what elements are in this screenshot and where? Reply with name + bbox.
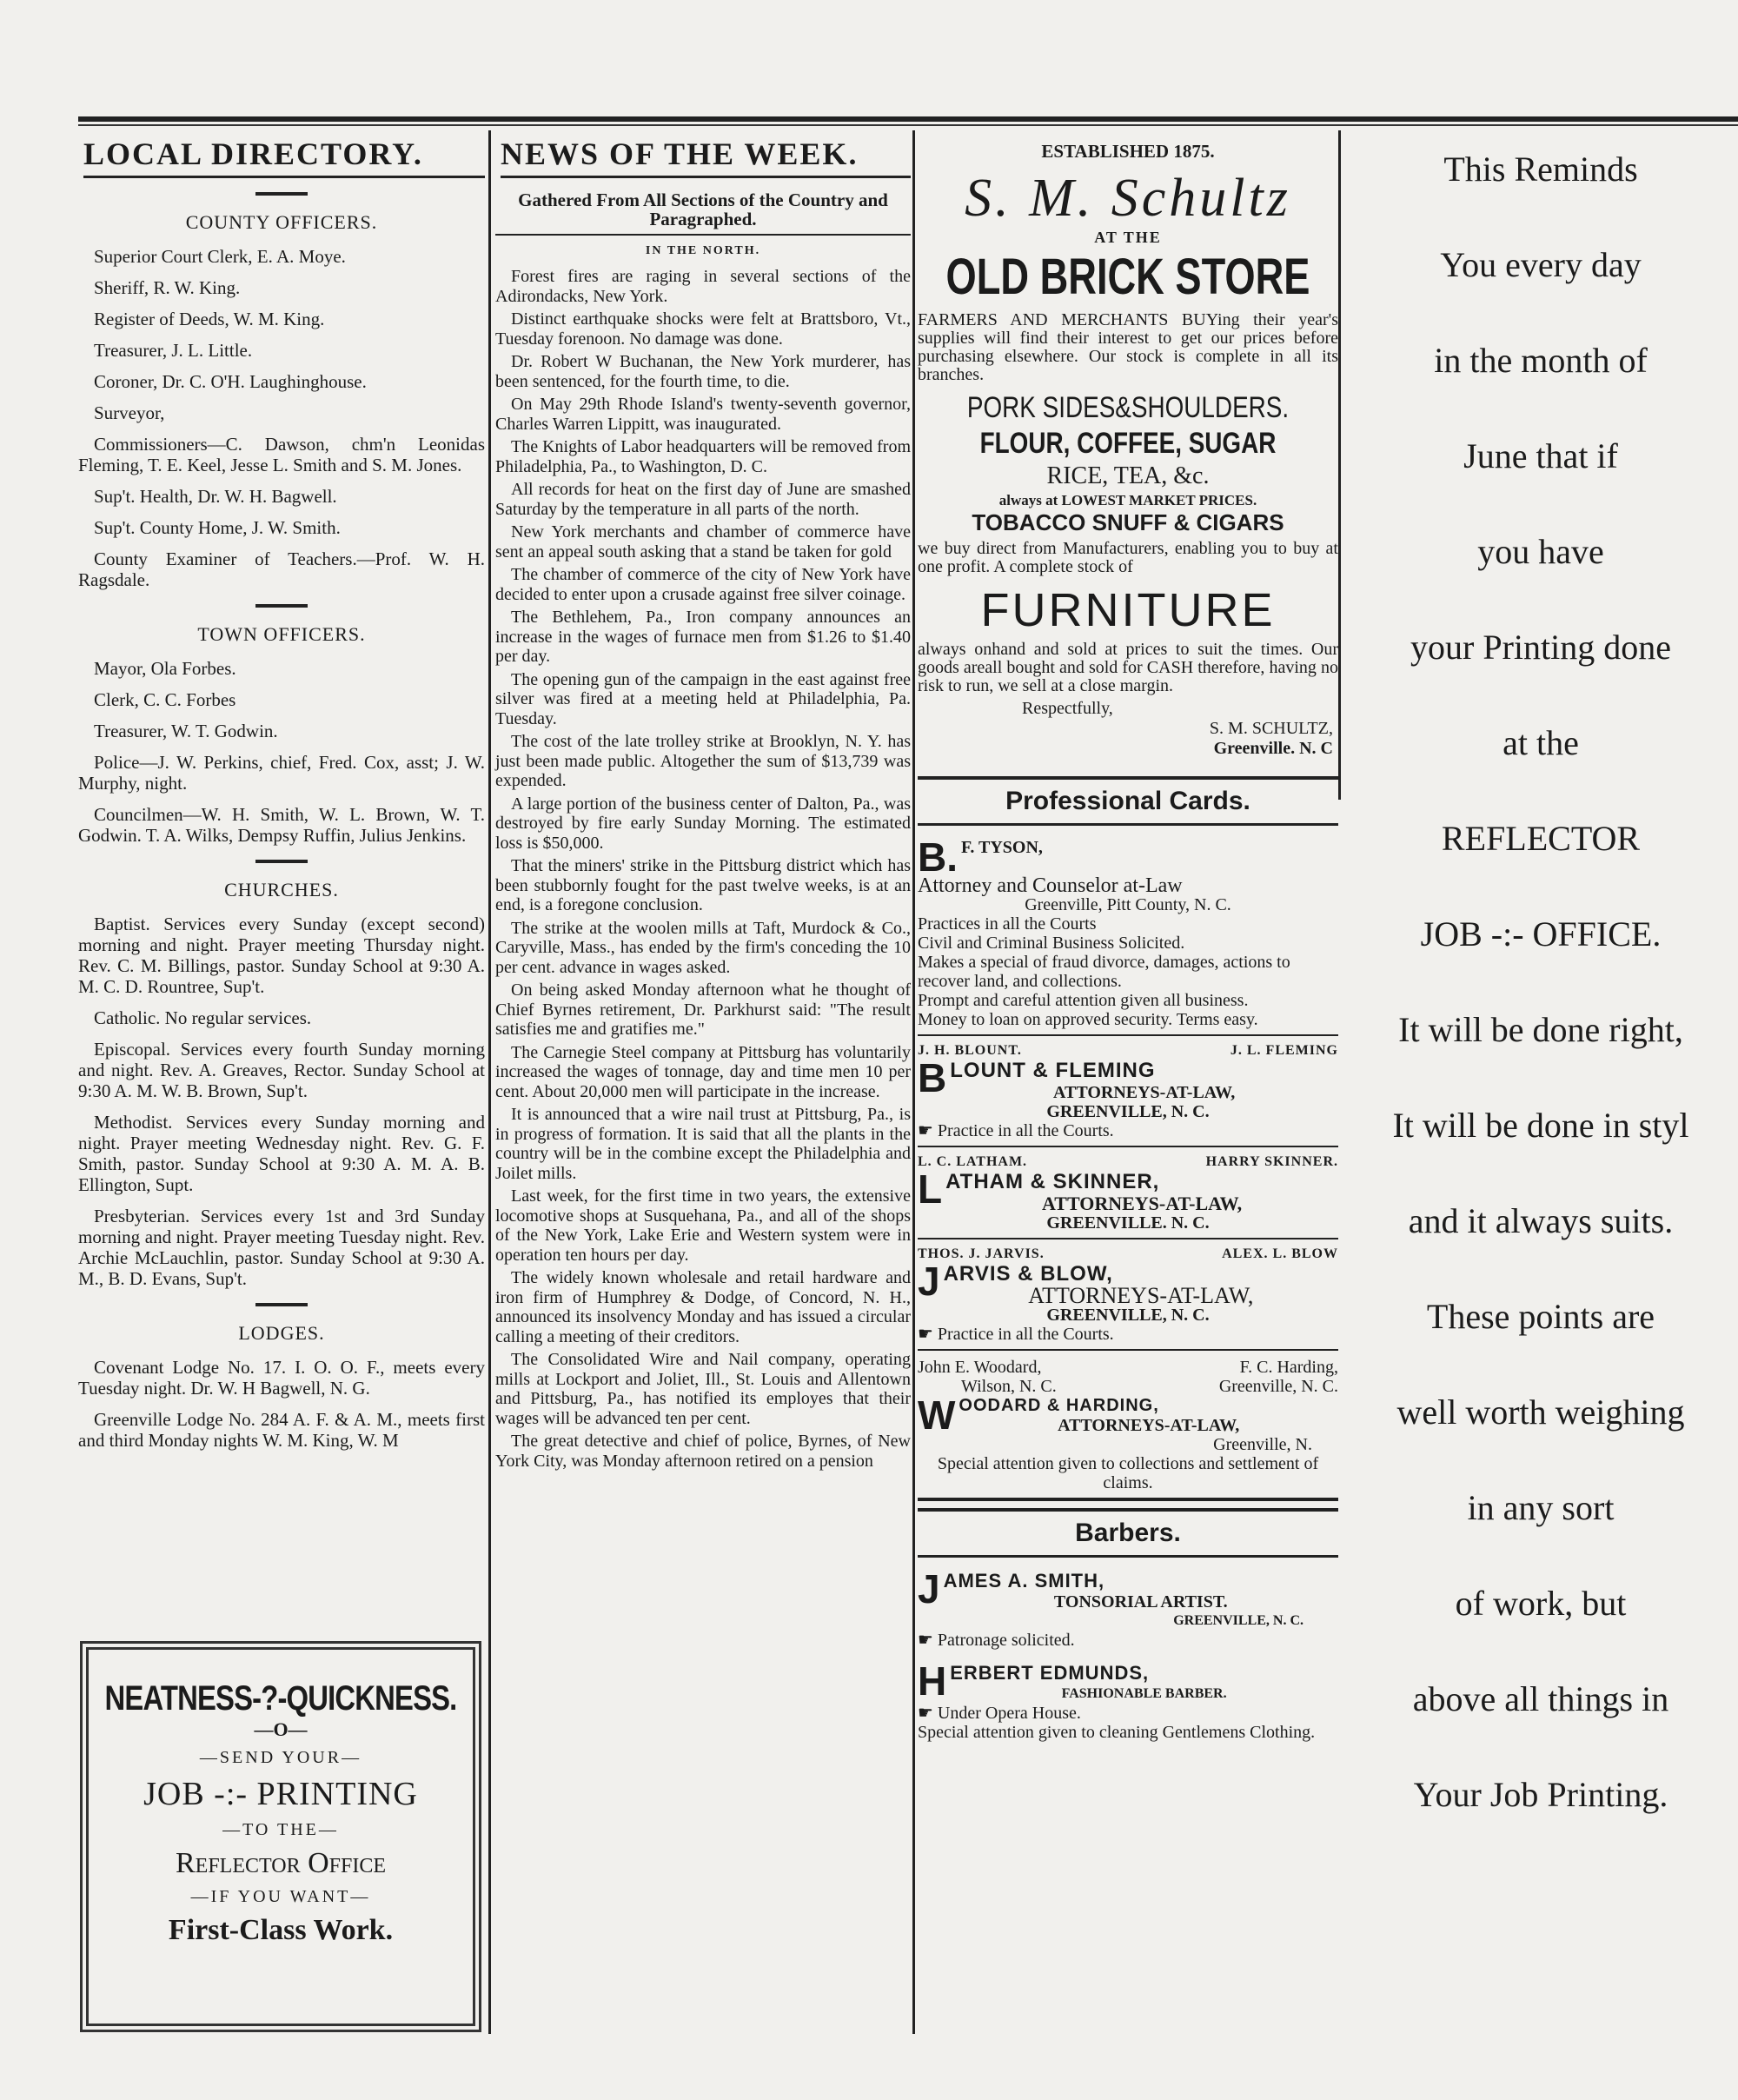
tyson-details <box>918 914 1338 1029</box>
lodges-list <box>78 1357 485 1451</box>
county-officer-entry: Commissioners—C. Dawson, chm'n Leonidas Fleming, T. E. Keel, Jesse L. Smith and S. M. Jones. <box>78 434 485 475</box>
harding-city: Greenville, N. C. <box>1218 1377 1338 1396</box>
column-divider <box>912 130 915 2034</box>
reminds-line: above all things in <box>1412 1679 1669 1718</box>
news-items <box>495 267 911 1471</box>
fleming-name: J. L. FLEMING <box>1230 1043 1338 1058</box>
reminds-line: in any sort <box>1467 1488 1615 1527</box>
tyson-initial: B. <box>918 834 958 880</box>
ls-firm: ATHAM & SKINNER, <box>945 1170 1160 1193</box>
reminds-column <box>1343 122 1738 1843</box>
schultz-respectfully: Respectfully, <box>1022 699 1113 718</box>
schultz-tobacco: TOBACCO SNUFF & CIGARS <box>972 509 1284 535</box>
news-item: The cost of the late trolley strike at Brooklyn, N. Y. has just been made public. Altogether the sum of $13,739 was expended. <box>495 732 911 790</box>
town-officer-entry: Clerk, C. C. Forbes <box>94 689 236 710</box>
news-item: The Consolidated Wire and Nail company, operating mills at Lockport and Joliet, Ill., St. Louis and Allentown and Pittsburg, Pa., has notified its employes that their wages will be advanced ten per cent. <box>495 1350 911 1428</box>
schultz-intro: FARMERS AND MERCHANTS BUYing their year's supplies will find their interest to get our prices before purchasing elsewhere. Our stock is complete in all its branches. <box>918 310 1338 384</box>
news-item: A large portion of the business center of Dalton, Pa., was destroyed by fire early Sunday Morning. The estimated loss is $50,000. <box>495 794 911 853</box>
wh-note: Special attention given to collections and settlement of claims. <box>937 1454 1319 1492</box>
churches-list <box>78 914 485 1289</box>
column-divider <box>488 130 491 2034</box>
he-name: ERBERT EDMUNDS, <box>950 1662 1150 1684</box>
jb-title: ATTORNEYS-AT-LAW, <box>1028 1283 1254 1308</box>
ad-job-printing: JOB -:- PRINTING <box>143 1776 418 1812</box>
news-item: The chamber of commerce of the city of New York have decided to enter upon a crusade against free silver coinage. <box>495 565 911 604</box>
reminds-line: JOB -:- OFFICE. <box>1420 914 1662 954</box>
county-officer-entry: Sup't. County Home, J. W. Smith. <box>94 517 341 538</box>
woodard-city: Wilson, N. C. <box>961 1377 1057 1396</box>
county-officer-entry: Sup't. Health, Dr. W. H. Bagwell. <box>94 486 337 507</box>
he-note: ☛ Under Opera House. <box>918 1704 1081 1723</box>
wh-title: ATTORNEYS-AT-LAW, <box>1058 1416 1240 1435</box>
county-officers-heading: COUNTY OFFICERS. <box>185 211 378 233</box>
wh-firm: OODARD & HARDING, <box>959 1396 1159 1415</box>
ad-to: —TO THE— <box>222 1820 339 1839</box>
js-initial: J <box>918 1566 940 1612</box>
reminds-line: It will be done right, <box>1398 1010 1683 1049</box>
schultz-at-the: AT THE <box>1094 229 1162 246</box>
ad-reflector-office: Reflector Office <box>176 1847 386 1879</box>
reminds-line: You every day <box>1440 245 1642 284</box>
schultz-rice: RICE, TEA, &c. <box>1046 462 1210 489</box>
news-section: IN THE NORTH. <box>645 244 761 257</box>
lodge-entry: Covenant Lodge No. 17. I. O. O. F., meets every Tuesday night. Dr. W. H Bagwell, N. G. <box>78 1357 485 1399</box>
lodge-entry: Greenville Lodge No. 284 A. F. & A. M., meets first and third Monday nights W. M. King, W. M <box>78 1409 485 1451</box>
church-entry: Baptist. Services every Sunday (except second) morning and night. Prayer meeting Thursday night. Rev. C. M. Billings, pastor. Sunday School at 9:30 A. M. C. D. Rountree, Sup't. <box>78 914 485 997</box>
reminds-line: of work, but <box>1455 1584 1627 1623</box>
church-entry: Catholic. No regular services. <box>94 1007 312 1028</box>
reminds-line: These points are <box>1426 1297 1655 1336</box>
schultz-direct: we buy direct from Manufacturers, enabling you to buy at one profit. A complete stock of <box>918 539 1338 576</box>
schultz-pork: PORK SIDES&SHOULDERS. <box>966 391 1290 424</box>
local-directory-title: LOCAL DIRECTORY. <box>83 136 485 178</box>
schultz-signature: S. M. SCHULTZ, <box>1209 719 1333 738</box>
tyson-detail: Prompt and careful attention given all business. <box>918 991 1249 1010</box>
jb-firm: ARVIS & BLOW, <box>943 1262 1113 1286</box>
town-officer-entry: Police—J. W. Perkins, chief, Fred. Cox, asst; J. W. Murphy, night. <box>78 752 485 794</box>
reminds-line: you have <box>1477 532 1604 571</box>
professional-cards-heading: Professional Cards. <box>918 776 1338 826</box>
he-initial: H <box>918 1658 947 1704</box>
jarvis-blow-card <box>918 1246 1338 1351</box>
woodard-harding-card <box>918 1358 1338 1501</box>
bf-initial: B <box>918 1055 947 1100</box>
wh-initial: W <box>918 1392 956 1438</box>
schultz-flour: FLOUR, COFFEE, SUGAR <box>979 427 1277 460</box>
reminds-line: well worth weighing <box>1396 1392 1685 1432</box>
news-item: The Carnegie Steel company at Pittsburg has voluntarily increased the wages of tonnage, day and time men 10 per cent. About 20,000 men will participate in the increase. <box>495 1042 911 1101</box>
ls-initial: L <box>918 1166 943 1212</box>
schultz-name: S. M. Schultz <box>965 169 1291 228</box>
latham-skinner-card <box>918 1154 1338 1239</box>
reminds-line: your Printing done <box>1410 628 1671 667</box>
county-officer-entry: Superior Court Clerk, E. A. Moye. <box>94 246 346 267</box>
church-entry: Methodist. Services every Sunday morning and night. Prayer meeting Wednesday night. Rev. G. F. Smith, pastor. Sunday School at 9:30 A. M. A. B. Ellington, Supt. <box>78 1112 485 1195</box>
jb-initial: J <box>918 1259 940 1304</box>
news-item: The great detective and chief of police, Byrnes, of New York City, was Monday afternoon retired on a pension <box>495 1432 911 1471</box>
county-officers-list <box>78 246 485 590</box>
js-note: ☛ Patronage solicited. <box>918 1631 1075 1650</box>
church-entry: Presbyterian. Services every 1st and 3rd Sunday morning and night. Prayer meeting Tuesday night. Rev. Archie McLauchlin, pastor. Sunday School at 9:30 A. M., B. D. Evans, Sup't. <box>78 1206 485 1289</box>
bf-place: GREENVILLE, N. C. <box>1046 1102 1210 1121</box>
news-column <box>495 130 911 1474</box>
bf-firm: LOUNT & FLEMING <box>950 1059 1156 1082</box>
news-subtitle: Gathered From All Sections of the Country and Paragraphed. <box>495 190 911 236</box>
divider <box>255 192 308 196</box>
neatness-quickness-ad <box>80 1641 481 2032</box>
divider <box>255 604 308 608</box>
reminds-line: June that if <box>1463 436 1618 475</box>
js-name: AMES A. SMITH, <box>943 1570 1105 1592</box>
wh-place: Greenville, N. <box>1213 1435 1312 1454</box>
jb-place: GREENVILLE, N. C. <box>1046 1306 1210 1325</box>
ad-send: —SEND YOUR— <box>199 1748 362 1767</box>
town-officer-entry: Mayor, Ola Forbes. <box>94 658 236 679</box>
reminds-line: Your Job Printing. <box>1413 1775 1668 1814</box>
schultz-store: OLD BRICK STORE <box>945 249 1310 305</box>
jb-practice: ☛ Practice in all the Courts. <box>918 1325 1114 1344</box>
churches-heading: CHURCHES. <box>224 879 339 900</box>
tyson-name: F. TYSON, <box>961 838 1043 857</box>
local-directory-column <box>78 130 485 1461</box>
town-officers-heading: TOWN OFFICERS. <box>197 623 366 645</box>
ls-place: GREENVILLE. N. C. <box>1046 1213 1210 1233</box>
county-officer-entry: Register of Deeds, W. M. King. <box>94 309 325 329</box>
jarvis-name: THOS. J. JARVIS. <box>918 1246 1045 1261</box>
news-item: The opening gun of the campaign in the east against free silver was fired at a meeting held at Philadelphia, Pa. Tuesday. <box>495 669 911 728</box>
bf-title: ATTORNEYS-AT-LAW, <box>1053 1083 1236 1102</box>
reminds-line: and it always suits. <box>1408 1201 1674 1240</box>
ad-title: NEATNESS-?-QUICKNESS. <box>104 1679 457 1718</box>
county-officer-entry: Sheriff, R. W. King. <box>94 277 241 298</box>
county-officer-entry: County Examiner of Teachers.—Prof. W. H. Ragsdale. <box>78 548 485 590</box>
js-place: GREENVILLE, N. C. <box>1173 1613 1304 1628</box>
james-smith-card <box>918 1566 1338 1655</box>
tyson-detail: Makes a special of fraud divorce, damages, actions to recover land, and collections. <box>918 953 1290 991</box>
county-officer-entry: Treasurer, J. L. Little. <box>94 340 253 361</box>
town-officer-entry: Treasurer, W. T. Godwin. <box>94 721 278 741</box>
divider <box>255 1303 308 1306</box>
news-item: The Bethlehem, Pa., Iron company announces an increase in the wages of furnace men from $1.26 to $1.40 per day. <box>495 608 911 666</box>
reminds-line: at the <box>1503 723 1579 762</box>
ad-if-you-want: —IF YOU WANT— <box>190 1887 371 1906</box>
he-title: FASHIONABLE BARBER. <box>1061 1686 1227 1701</box>
woodard-name: John E. Woodard, <box>918 1358 1042 1377</box>
js-title: TONSORIAL ARTIST. <box>1053 1592 1228 1612</box>
divider <box>255 860 308 863</box>
news-item: Last week, for the first time in two years, the extensive locomotive shops at Susquehana, Pa., and all of the shops of the New York, Lake Erie and Western system were in operation ten hours per day. <box>495 1186 911 1265</box>
reminds-line: It will be done in styl <box>1392 1106 1689 1145</box>
tyson-place: Greenville, Pitt County, N. C. <box>1025 895 1231 914</box>
ad-first-class: First-Class Work. <box>168 1914 394 1946</box>
news-item: Forest fires are raging in several sections of the Adirondacks, New York. <box>495 267 911 306</box>
tyson-detail: Money to loan on approved security. Terms easy. <box>918 1010 1258 1029</box>
schultz-established: ESTABLISHED 1875. <box>1041 141 1215 162</box>
news-item: On being asked Monday afternoon what he thought of Chief Byrnes retirement, Dr. Parkhurst said: "The result satisfies me and gratifies me." <box>495 980 911 1039</box>
church-entry: Episcopal. Services every fourth Sunday morning and night. Rev. A. Greaves, Rector. Sunday School at 9:30 A. M. W. B. Brown, Sup't. <box>78 1039 485 1101</box>
reminds-line: in the month of <box>1434 341 1648 380</box>
ads-column <box>918 130 1338 1754</box>
schultz-furniture-text: always onhand and sold at prices to suit the times. Our goods areall bought and sold for CASH therefore, having no risk to run, we sell at a close margin. <box>918 640 1338 695</box>
he-note2: Special attention given to cleaning Gentlemens Clothing. <box>918 1723 1316 1742</box>
news-item: All records for heat on the first day of June are smashed Saturday by the temperature in all parts of the north. <box>495 480 911 519</box>
news-item: It is announced that a wire nail trust at Pittsburg, Pa., is in progress of formation. It is said that all the plants in the country will be in the combine except the Philadelphia and Joilet mills. <box>495 1105 911 1183</box>
tyson-title: Attorney and Counselor at-Law <box>918 874 1183 897</box>
blount-fleming-card <box>918 1043 1338 1147</box>
column-divider <box>1338 130 1341 800</box>
lodges-heading: LODGES. <box>238 1322 325 1344</box>
county-officer-entry: Surveyor, <box>94 402 165 423</box>
barbers-heading: Barbers. <box>918 1508 1338 1558</box>
schultz-low-prices: always at LOWEST MARKET PRICES. <box>998 492 1257 508</box>
news-item: Distinct earthquake shocks were felt at Brattsboro, Vt., Tuesday forenoon. No damage was done. <box>495 309 911 349</box>
schultz-place: Greenville. N. C <box>1213 739 1333 758</box>
reminds-line: REFLECTOR <box>1441 819 1641 858</box>
herbert-edmunds-card <box>918 1658 1338 1747</box>
town-officer-entry: Councilmen—W. H. Smith, W. L. Brown, W. T. Godwin. T. A. Wilks, Dempsy Ruffin, Julius Jenkins. <box>78 804 485 846</box>
news-item: The widely known wholesale and retail hardware and iron firm of Humphrey & Dodge, of Concord, N. H., announced its insolvency Monday and has issued a circular calling a meeting of their creditors. <box>495 1268 911 1346</box>
blount-name: J. H. BLOUNT. <box>918 1043 1022 1058</box>
news-item: That the miners' strike in the Pittsburg district which has been stubbornly fought for the past twelve weeks, is at an end, is a foregone conclusion. <box>495 856 911 914</box>
news-title: NEWS OF THE WEEK. <box>501 136 911 178</box>
bf-practice: ☛ Practice in all the Courts. <box>918 1121 1114 1140</box>
latham-name: L. C. LATHAM. <box>918 1154 1028 1169</box>
blow-name: ALEX. L. BLOW <box>1222 1246 1338 1261</box>
tyson-detail: Practices in all the Courts <box>918 914 1097 934</box>
ad-ornament: —O— <box>254 1718 308 1740</box>
county-officer-entry: Coroner, Dr. C. O'H. Laughinghouse. <box>94 371 367 392</box>
news-item: New York merchants and chamber of commerce have sent an appeal south asking that a stand be taken for gold <box>495 522 911 562</box>
tyson-detail: Civil and Criminal Business Solicited. <box>918 934 1185 953</box>
ls-title: ATTORNEYS-AT-LAW, <box>1042 1193 1243 1214</box>
news-item: The strike at the woolen mills at Taft, Murdock & Co., Caryville, Mass., has ended by the firm's conceding the 10 per cent. advance in wages asked. <box>495 918 911 977</box>
skinner-name: HARRY SKINNER. <box>1205 1154 1338 1169</box>
schultz-furniture: FURNITURE <box>980 584 1276 636</box>
news-item: On May 29th Rhode Island's twenty-seventh governor, Charles Warren Lippitt, was inaugurated. <box>495 395 911 434</box>
town-officers-list <box>78 658 485 846</box>
reminds-line: This Reminds <box>1443 150 1638 189</box>
news-item: The Knights of Labor headquarters will be removed from Philadelphia, Pa., to Washington, D. C. <box>495 437 911 476</box>
harding-name: F. C. Harding, <box>1239 1358 1338 1377</box>
tyson-card <box>918 834 1338 1036</box>
news-item: Dr. Robert W Buchanan, the New York murderer, has been sentenced, for the fourth time, to die. <box>495 352 911 391</box>
